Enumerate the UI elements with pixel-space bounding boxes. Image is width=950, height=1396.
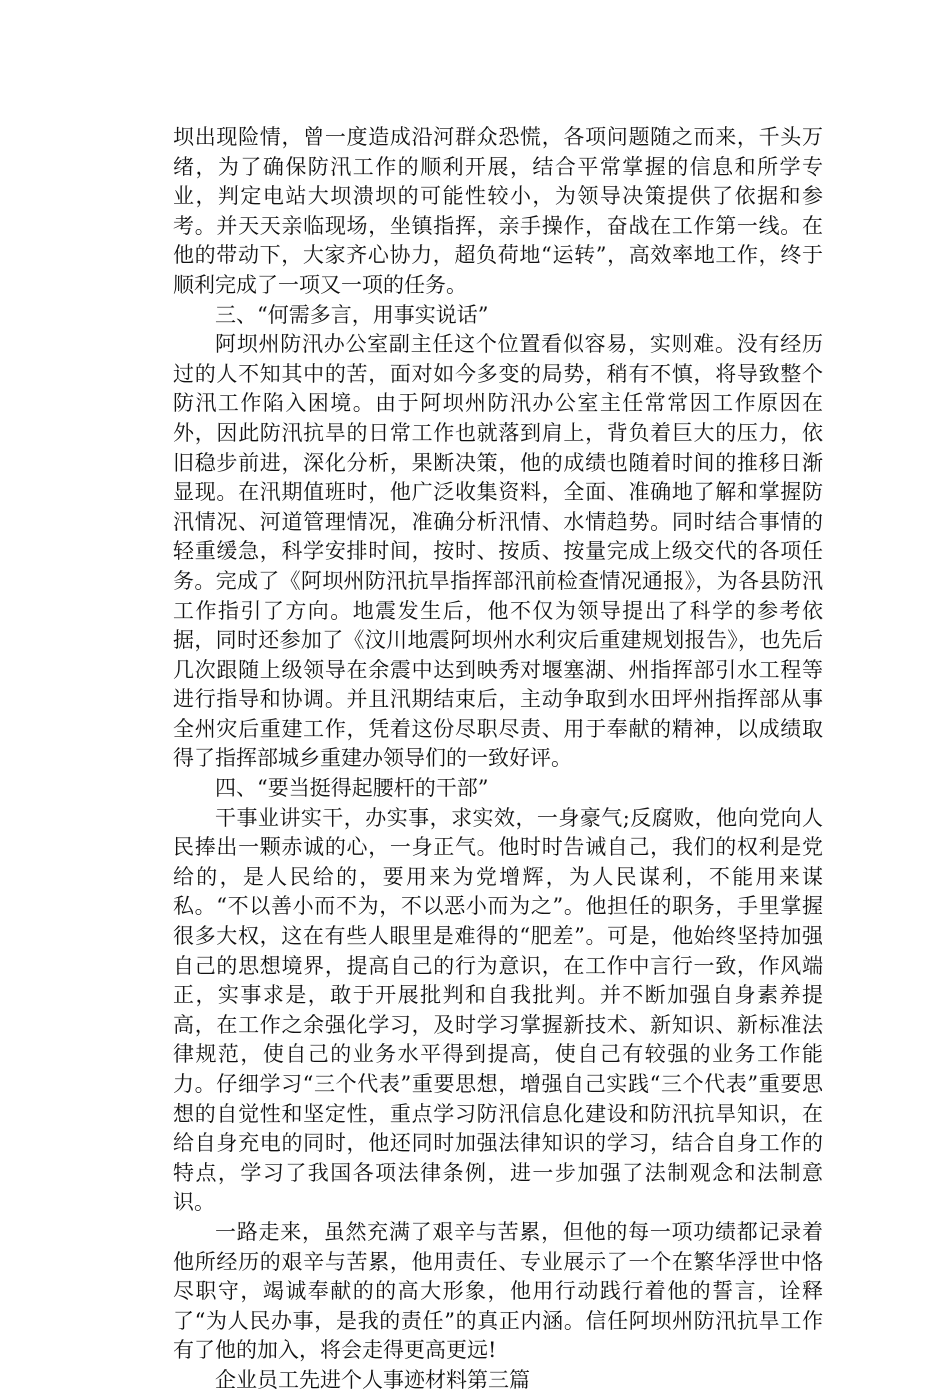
next-article-title: 企业员工先进个人事迹材料第三篇 bbox=[215, 1367, 530, 1392]
paragraph: 一路走来，虽然充满了艰辛与苦累，但他的每一项功绩都记录着他所经历的艰辛与苦累，他用责任、专业展示了一个在繁华浮世中恪尽职守，竭诚奉献的的高大形象，他用行动践行着他的誓言，诠释了“为人民办事，是我的责任”的真正内涵。信任阿坝州防汛抗旱工作有了他的加入，将会走得更高更远! bbox=[173, 1219, 823, 1363]
paragraph: 阿坝州防汛办公室副主任这个位置看似容易，实则难。没有经历过的人不知其中的苦，面对如今多变的局势，稍有不慎，将导致整个防汛工作陷入困境。由于阿坝州防汛办公室主任常常因工作原因在外，因此防汛抗旱的日常工作也就落到肩上，背负着巨大的压力，依旧稳步前进，深化分析，果断决策，他的成绩也随着时间的推移日渐显现。在汛期值班时，他广泛收集资料，全面、准确地了解和掌握防汛情况、河道管理情况，准确分析汛情、水情趋势。同时结合事情的轻重缓急，科学安排时间，按时、按质、按量完成上级交代的各项任务。完成了《阿坝州防汛抗旱指挥部汛前检查情况通报》，为各县防汛工作指引了方向。地震发生后，他不仅为领导提出了科学的参考依据，同时还参加了《汶川地震阿坝州水利灾后重建规划报告》，也先后几次跟随上级领导在余震中达到映秀对堰塞湖、州指挥部引水工程等进行指导和协调。并且汛期结束后，主动争取到水田坪州指挥部从事全州灾后重建工作，凭着这份尽职尽责、用于奉献的精神，以成绩取得了指挥部城乡重建办领导们的一致好评。 bbox=[173, 332, 823, 771]
paragraph: 干事业讲实干，办实事，求实效，一身豪气;反腐败，他向党向人民捧出一颗赤诚的心，一身正气。他时时告诫自己，我们的权利是党给的，是人民给的，要用来为党增辉，为人民谋利，不能用来谋私。“不以善小而不为，不以恶小而为之”。他担任的职务，手里掌握很多大权，这在有些人眼里是难得的“肥差”。可是，他始终坚持加强自己的思想境界，提高自己的行为意识，在工作中言行一致，作风端正，实事求是，敢于开展批判和自我批判。并不断加强自身素养提高，在工作之余强化学习，及时学习掌握新技术、新知识、新标准法律规范，使自己的业务水平得到提高，使自己有较强的业务工作能力。仔细学习“三个代表”重要思想，增强自己实践“三个代表”重要思想的自觉性和坚定性，重点学习防汛信息化建设和防汛抗旱知识，在给自身充电的同时，他还同时加强法律知识的学习，结合自身工作的特点，学习了我国各项法律条例，进一步加强了法制观念和法制意识。 bbox=[173, 805, 823, 1215]
section-heading-three: 三、“何需多言，用事实说话” bbox=[215, 302, 489, 327]
paragraph: 坝出现险情，曾一度造成沿河群众恐慌，各项问题随之而来，千头万绪，为了确保防汛工作的顺利开展，结合平常掌握的信息和所学专业，判定电站大坝溃坝的可能性较小，为领导决策提供了依据和参考。并天天亲临现场，坐镇指挥，亲手操作，奋战在工作第一线。在他的带动下，大家齐心协力，超负荷地“运转”，高效率地工作，终于顺利完成了一项又一项的任务。 bbox=[173, 125, 823, 297]
section-heading-four: 四、“要当挺得起腰杆的干部” bbox=[215, 776, 489, 801]
document-body bbox=[173, 123, 823, 1396]
